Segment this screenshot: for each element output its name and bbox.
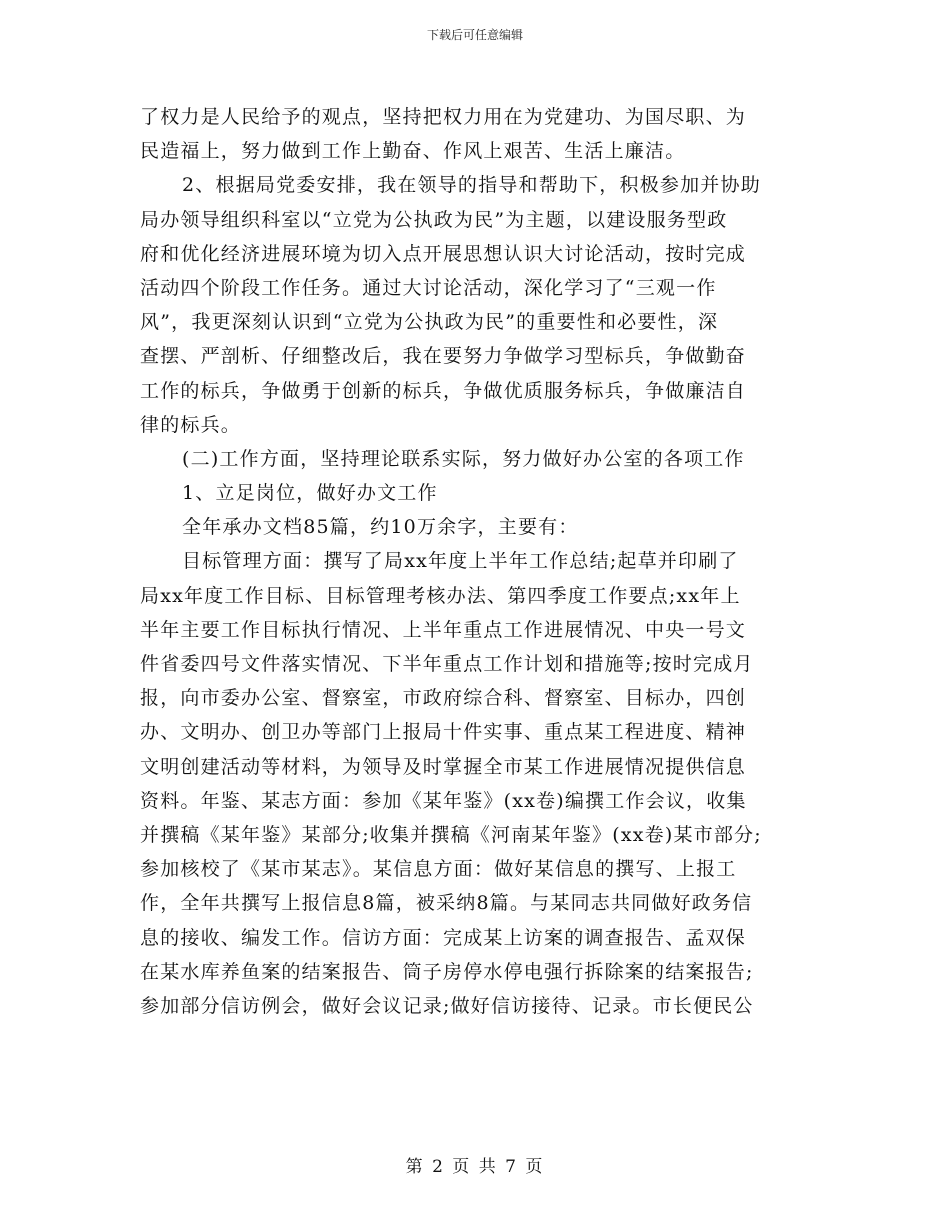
text-line: 资料。年鉴、某志方面：参加《某年鉴》(xx卷)编撰工作会议，收集	[140, 789, 747, 812]
page-footer: 第 2 页 共 7 页	[405, 1157, 545, 1177]
text-line: 查摆、严剖析、仔细整改后，我在要努力争做学习型标兵，争做勤奋	[140, 345, 747, 368]
document-body	[140, 100, 820, 1023]
text-line: 局办领导组织科室以“立党为公执政为民”为主题，以建设服务型政	[140, 208, 728, 231]
text-line: 文明创建活动等材料，为领导及时掌握全市某工作进展情况提供信息	[140, 755, 747, 778]
page-header: 下载后可任意编辑	[426, 28, 523, 42]
text-line: 2、根据局党委安排，我在领导的指导和帮助下，积极参加并协助	[182, 174, 761, 197]
text-line: (二)工作方面，坚持理论联系实际，努力做好办公室的各项工作	[182, 447, 745, 470]
text-line: 民造福上，努力做到工作上勤奋、作风上艰苦、生活上廉洁。	[140, 140, 686, 163]
text-line: 息的接收、编发工作。信访方面：完成某上访案的调查报告、孟双保	[140, 926, 747, 949]
text-line: 府和优化经济进展环境为切入点开展思想认识大讨论活动，按时完成	[140, 242, 747, 265]
text-line: 了权力是人民给予的观点，坚持把权力用在为党建功、为国尽职、为	[140, 106, 747, 128]
text-line: 活动四个阶段工作任务。通过大讨论活动，深化学习了“三观一作	[140, 276, 717, 299]
text-line: 全年承办文档85篇，约10万余字，主要有：	[182, 516, 579, 539]
text-line: 律的标兵。	[140, 413, 242, 436]
text-line: 在某水库养鱼案的结案报告、筒子房停水停电强行拆除案的结案报告;	[140, 960, 754, 983]
text-line: 半年主要工作目标执行情况、上半年重点工作进展情况、中央一号文	[140, 618, 747, 641]
text-line: 参加部分信访例会，做好会议记录;做好信访接待、记录。市长便民公	[140, 994, 754, 1017]
text-line: 作，全年共撰写上报信息8篇，被采纳8篇。与某同志共同做好政务信	[140, 892, 753, 915]
text-line: 目标管理方面：撰写了局xx年度上半年工作总结;起草并印刷了	[182, 550, 739, 573]
text-line: 参加核校了《某市某志》。某信息方面：做好某信息的撰写、上报工	[140, 858, 737, 881]
text-line: 并撰稿《某年鉴》某部分;收集并撰稿《河南某年鉴》(xx卷)某市部分;	[140, 823, 762, 846]
text-line: 1、立足岗位，做好办文工作	[182, 482, 438, 505]
text-line: 件省委四号文件落实情况、下半年重点工作计划和措施等;按时完成月	[140, 653, 754, 675]
text-line: 报，向市委办公室、督察室，市政府综合科、督察室、目标办，四创	[140, 687, 747, 710]
text-line: 局xx年度工作目标、目标管理考核办法、第四季度工作要点;xx年上	[140, 584, 741, 607]
text-line: 办、文明办、创卫办等部门上报局十件实事、重点某工程进度、精神	[140, 721, 747, 744]
text-line: 工作的标兵，争做勇于创新的标兵，争做优质服务标兵，争做廉洁自	[140, 379, 747, 402]
text-line: 风”，我更深刻认识到“立党为公执政为民”的重要性和必要性，深	[140, 311, 719, 334]
